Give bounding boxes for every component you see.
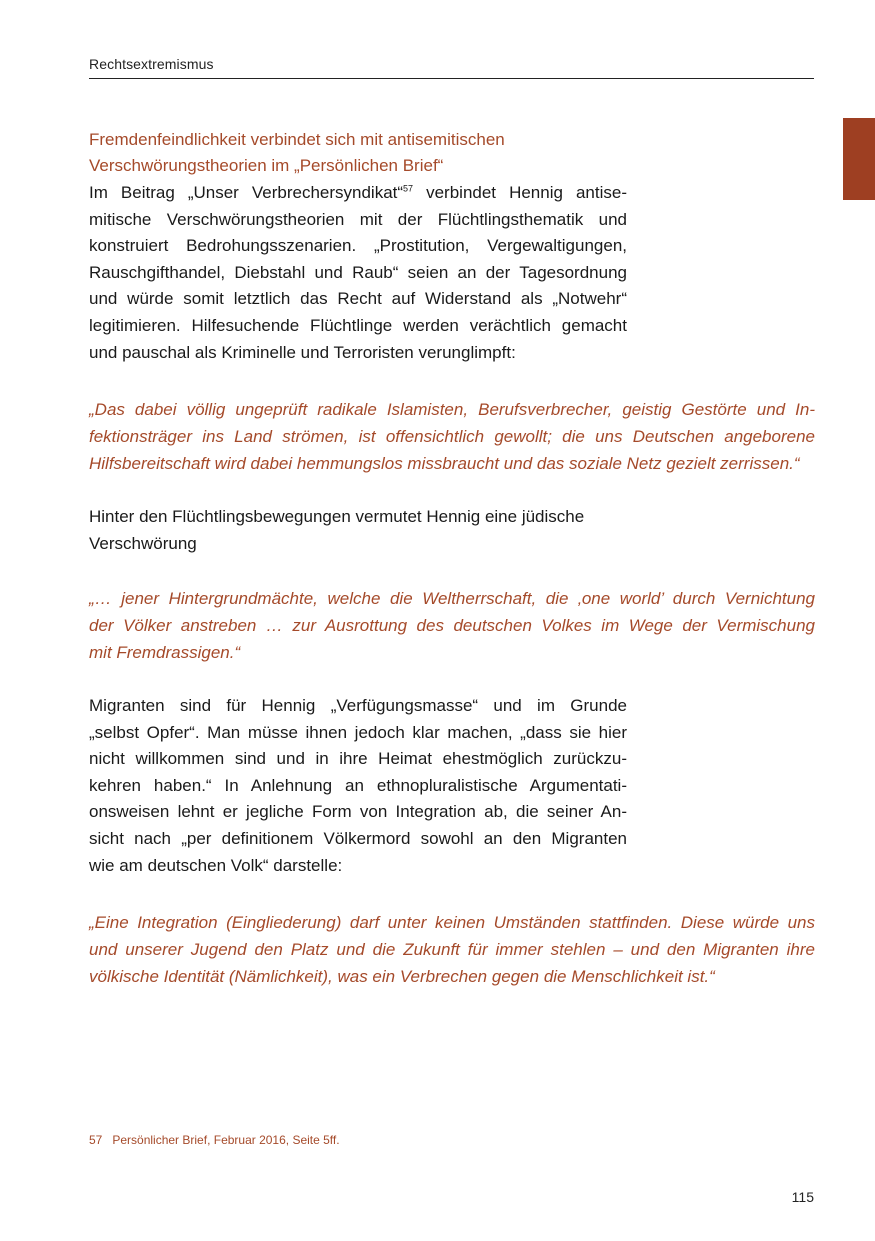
quote-line: und unserer Jugend den Platz und die Zukunft für immer stehlen – und den Migranten ihre: [89, 940, 815, 959]
paragraph-intro: [89, 180, 627, 366]
paragraph-line: Hinter den Flüchtlingsbewegungen vermutet Hennig eine jüdische: [89, 507, 585, 526]
footnote: [89, 1133, 340, 1147]
quote-line: mit Fremdrassigen.“: [89, 643, 241, 662]
paragraph-line: onsweisen lehnt er jegliche Form von Integration ab, die seiner An-: [89, 802, 627, 822]
paragraph-line: „selbst Opfer“. Man müsse ihnen jedoch klar machen, „dass sie hier: [89, 722, 627, 742]
quote-line: völkische Identität (Nämlichkeit), was ein Verbrechen gegen die Menschlichkeit ist.“: [89, 967, 715, 986]
quote-line: „… jener Hintergrundmächte, welche die Weltherrschaft, die ‚one world’ durch Vernichtung: [89, 589, 815, 608]
paragraph-line: mitische Verschwörungstheorien mit der Flüchtlingsthematik und: [89, 209, 627, 229]
paragraph-line: und würde somit letztlich das Recht auf Widerstand als „Notwehr“: [89, 289, 627, 309]
quote-line: Hilfsbereitschaft wird dabei hemmungslos missbraucht und das soziale Netz gezielt zerrissen.“: [89, 454, 800, 473]
text-segment: Im Beitrag „Unser Verbrechersyndikat“: [89, 183, 404, 202]
paragraph-line: wie am deutschen Volk“ darstelle:: [89, 855, 343, 875]
footnote-number: 57: [89, 1133, 103, 1147]
section-heading-line: Verschwörungstheorien im „Persönlichen Brief“: [89, 156, 444, 175]
paragraph-line: Migranten sind für Hennig „Verfügungsmasse“ und im Grunde: [89, 696, 627, 715]
quote-line: fektionsträger ins Land strömen, ist offensichtlich gewollt; die uns Deutschen angeborene: [89, 427, 815, 446]
running-header: Rechtsextremismus: [89, 56, 214, 72]
quote-block-3: [89, 909, 815, 990]
paragraph-line: sicht nach „per definitionem Völkermord sowohl an den Migranten: [89, 828, 627, 848]
paragraph-line: Verschwörung: [89, 533, 197, 553]
paragraph-line: Rauschgifthandel, Diebstahl und Raub“ seien an der Tagesordnung: [89, 262, 627, 282]
paragraph-line: legitimieren. Hilfesuchende Flüchtlinge werden verächtlich gemacht: [89, 315, 627, 335]
footnote-text: Persönlicher Brief, Februar 2016, Seite 5ff.: [112, 1133, 340, 1147]
header-rule: [89, 78, 814, 79]
quote-line: „Eine Integration (Eingliederung) darf unter keinen Umständen stattfinden. Diese würde uns: [89, 913, 815, 932]
paragraph-line: nicht willkommen sind und in ihre Heimat ehestmöglich zurückzu-: [89, 749, 627, 769]
paragraph-migrants: [89, 693, 627, 879]
section-heading-line: Fremdenfeindlichkeit verbindet sich mit antisemitischen: [89, 130, 505, 149]
text-segment: verbindet Hennig antise-: [413, 183, 627, 202]
paragraph-line: und pauschal als Kriminelle und Terroristen verunglimpft:: [89, 342, 516, 362]
quote-line: der Völker anstreben … zur Ausrottung des deutschen Volkes im Wege der Vermischung: [89, 616, 815, 635]
section-heading: [89, 127, 629, 179]
paragraph-line: konstruiert Bedrohungsszenarien. „Prostitution, Vergewaltigungen,: [89, 236, 627, 256]
quote-block-1: [89, 396, 815, 477]
footnote-reference[interactable]: 57: [403, 183, 414, 194]
paragraph-conspiracy: [89, 504, 627, 557]
paragraph-line: [89, 180, 627, 207]
chapter-tab-marker: [843, 118, 875, 200]
quote-block-2: [89, 585, 815, 666]
quote-line: „Das dabei völlig ungeprüft radikale Islamisten, Berufsverbrecher, geistig Gestörte und In-: [89, 400, 815, 419]
page-number: 115: [791, 1189, 814, 1205]
paragraph-line: kehren haben.“ In Anlehnung an ethnopluralistische Argumentati-: [89, 775, 627, 795]
